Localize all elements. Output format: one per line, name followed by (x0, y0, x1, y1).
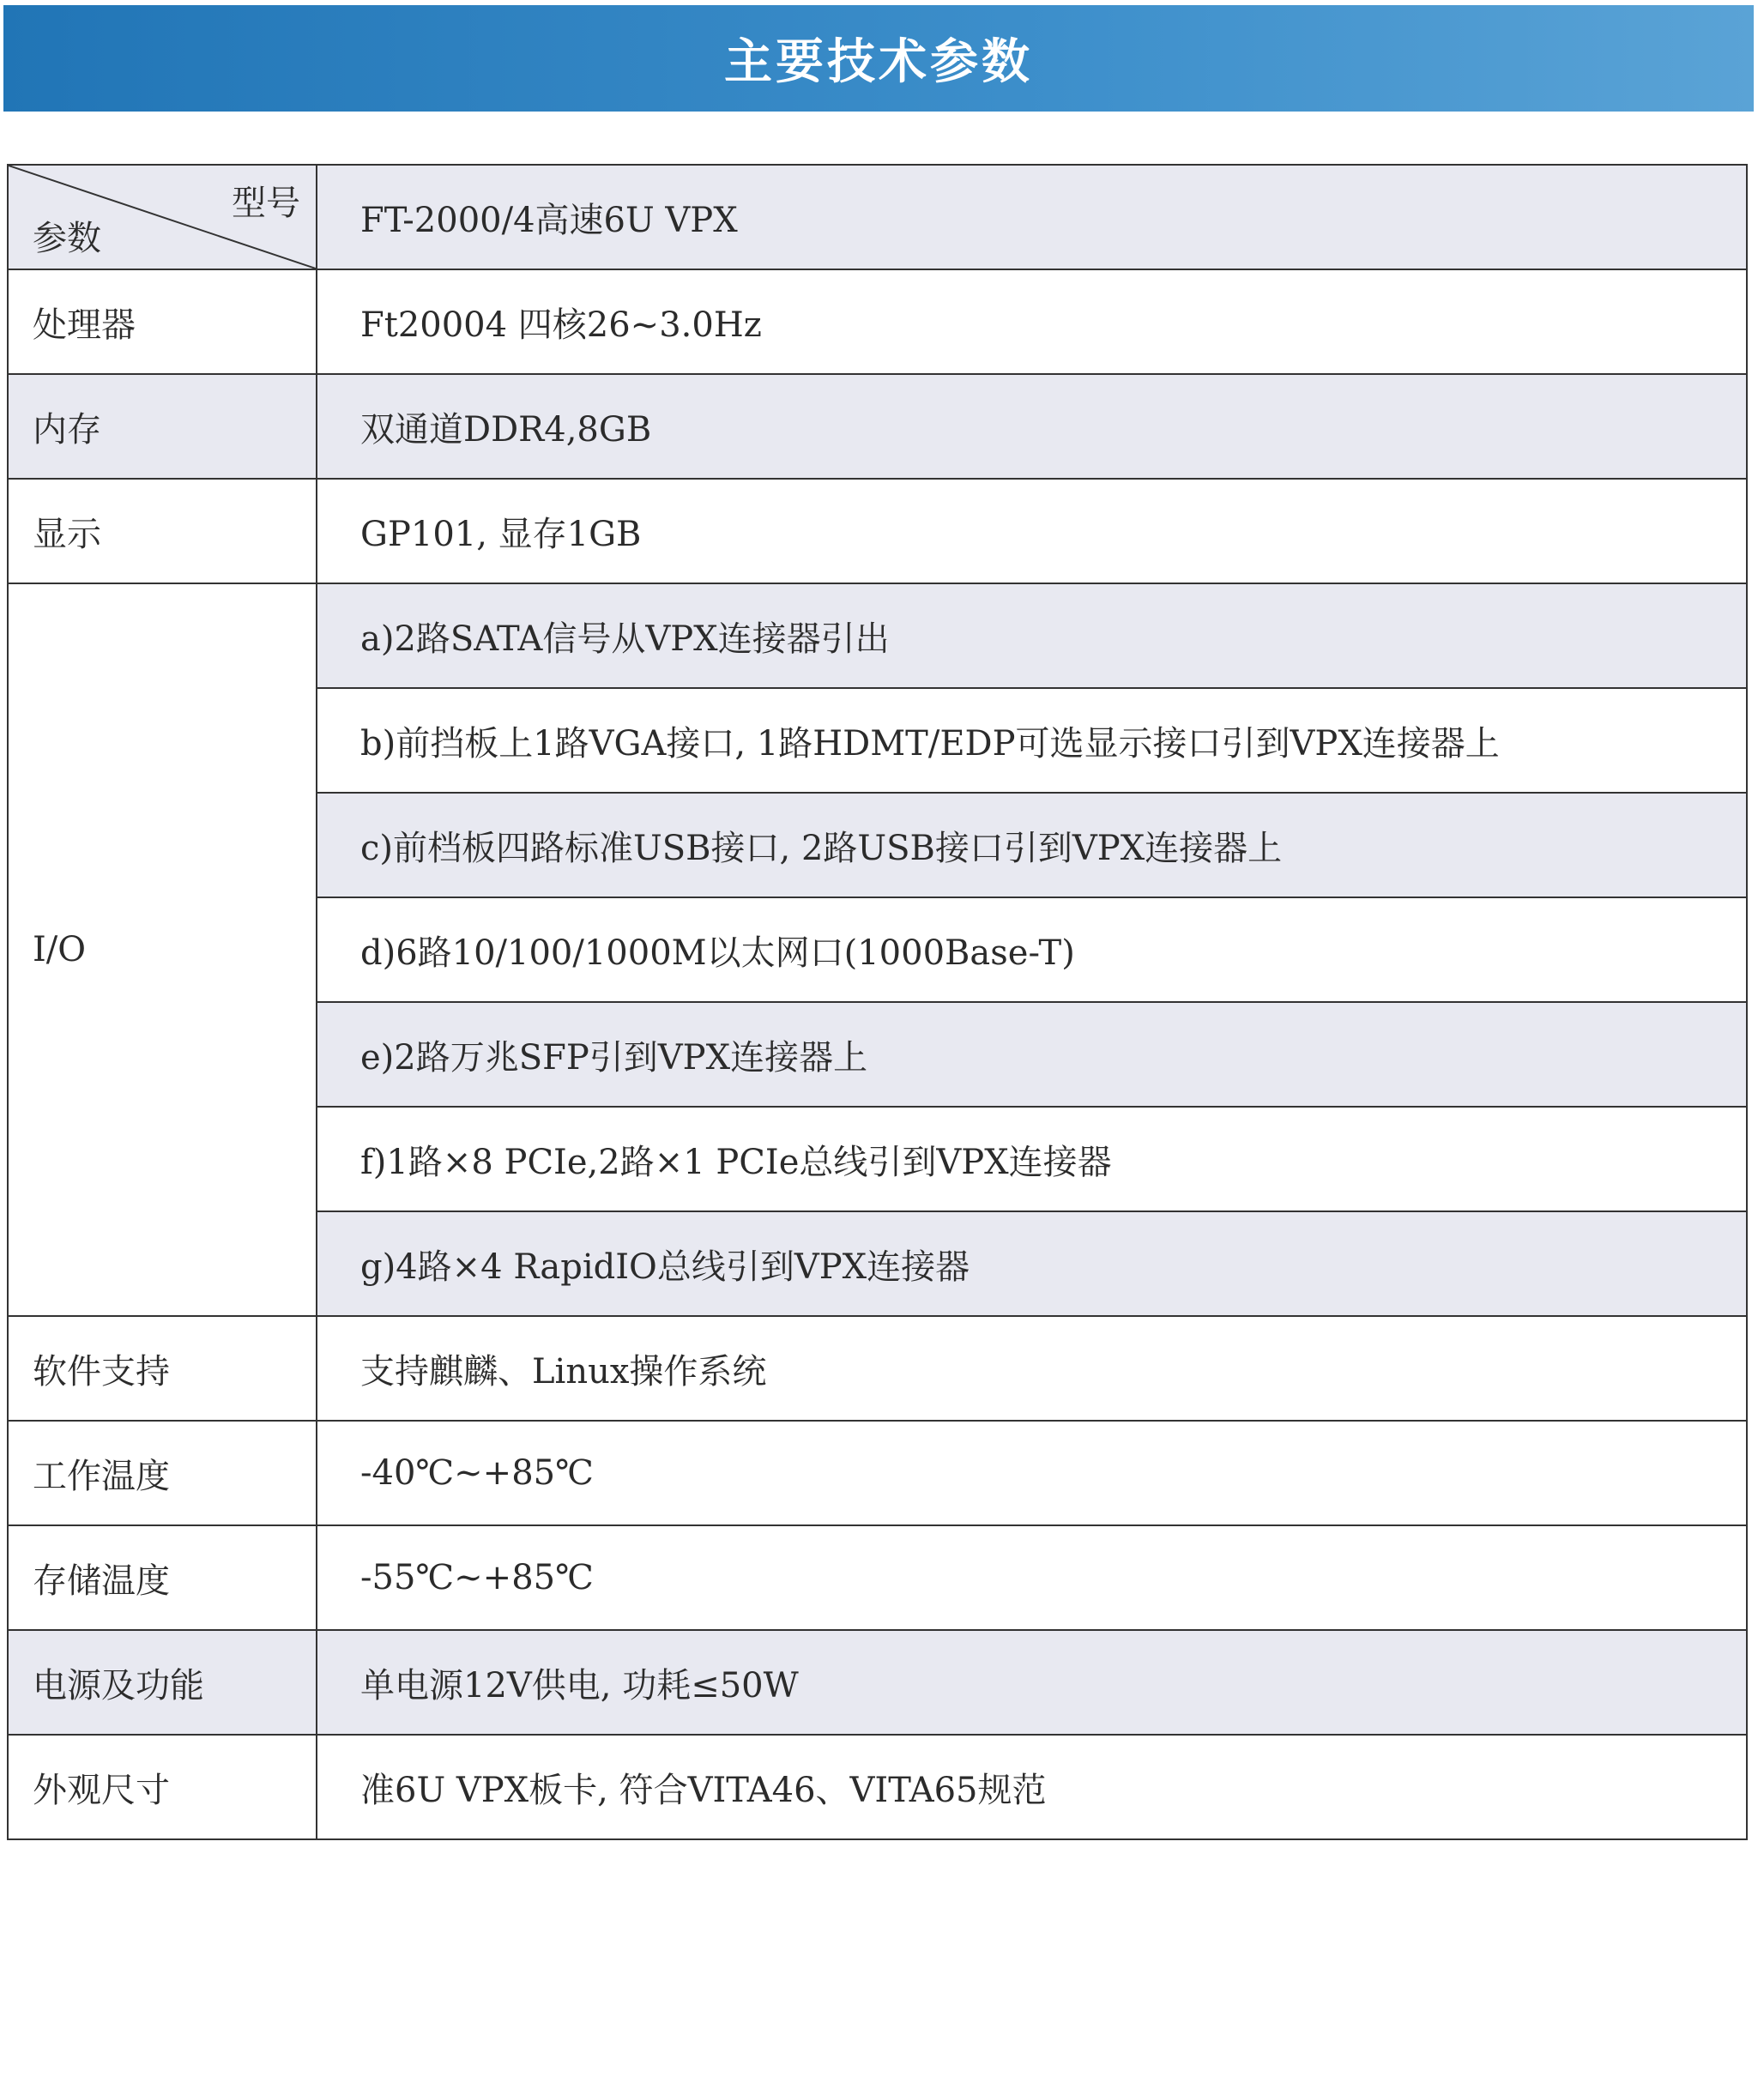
row-value: GP101, 显存1GB (317, 479, 1747, 583)
row-value: 双通道DDR4,8GB (317, 374, 1747, 479)
io-item: e)2路万兆SFP引到VPX连接器上 (317, 1002, 1747, 1107)
corner-label-param: 参数 (33, 219, 101, 258)
row-label: 内存 (8, 374, 317, 479)
row-label: 显示 (8, 479, 317, 583)
table-row (8, 1630, 1747, 1735)
model-value: FT-2000/4高速6U VPX (317, 165, 1747, 269)
banner-title: 主要技术参数 (724, 34, 1033, 90)
io-item: c)前档板四路标准USB接口, 2路USB接口引到VPX连接器上 (317, 793, 1747, 897)
table-row (8, 269, 1747, 374)
io-item: b)前挡板上1路VGA接口, 1路HDMT/EDP可选显示接口引到VPX连接器上 (317, 688, 1747, 793)
io-label: I/O (8, 583, 317, 1316)
io-item: a)2路SATA信号从VPX连接器引出 (317, 583, 1747, 688)
table-row (8, 1421, 1747, 1525)
row-label: 外观尺寸 (8, 1735, 317, 1839)
row-label: 软件支持 (8, 1316, 317, 1421)
corner-cell (8, 165, 317, 269)
table-row (8, 1316, 1747, 1421)
row-value: -40℃~+85℃ (317, 1421, 1747, 1525)
header-row (8, 165, 1747, 269)
table-row (8, 1735, 1747, 1839)
io-row (8, 583, 1747, 688)
io-item: g)4路×4 RapidIO总线引到VPX连接器 (317, 1211, 1747, 1316)
section-banner (3, 5, 1754, 112)
row-value: Ft20004 四核26~3.0Hz (317, 269, 1747, 374)
row-value: 支持麒麟、Linux操作系统 (317, 1316, 1747, 1421)
row-label: 处理器 (8, 269, 317, 374)
io-item: d)6路10/100/1000M以太网口(1000Base-T) (317, 897, 1747, 1002)
table-row (8, 1525, 1747, 1630)
row-value: 准6U VPX板卡, 符合VITA46、VITA65规范 (317, 1735, 1747, 1839)
row-label: 工作温度 (8, 1421, 317, 1525)
row-value: -55℃~+85℃ (317, 1525, 1747, 1630)
io-item: f)1路×8 PCIe,2路×1 PCIe总线引到VPX连接器 (317, 1107, 1747, 1211)
table-row (8, 374, 1747, 479)
corner-label-model: 型号 (232, 184, 300, 223)
spec-table (7, 164, 1748, 1840)
row-label: 电源及功能 (8, 1630, 317, 1735)
row-value: 单电源12V供电, 功耗≤50W (317, 1630, 1747, 1735)
row-label: 存储温度 (8, 1525, 317, 1630)
table-row (8, 479, 1747, 583)
